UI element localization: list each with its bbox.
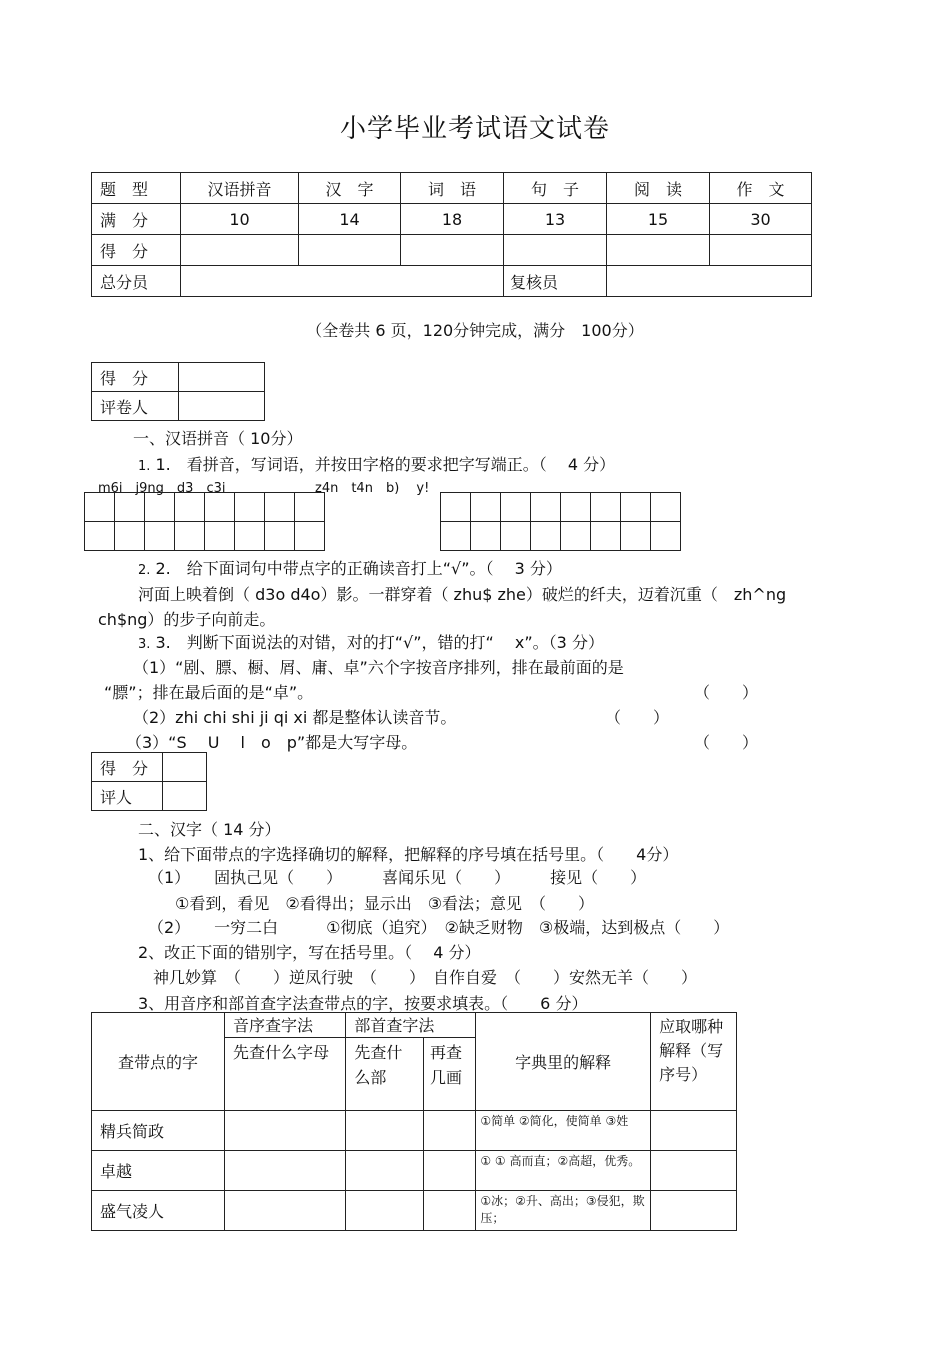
answer-cell[interactable] bbox=[424, 1111, 476, 1151]
got-score-cell[interactable] bbox=[299, 235, 401, 266]
signature-row bbox=[92, 266, 812, 297]
box-grader-cell[interactable] bbox=[179, 392, 265, 421]
full-score-cell: 14 bbox=[299, 204, 401, 235]
text: （ zhu$ zhe）破烂的纤夫，迈着沉重 bbox=[432, 585, 702, 604]
header-cell: 汉语拼音 bbox=[181, 173, 299, 204]
answer-cell[interactable] bbox=[424, 1191, 476, 1231]
review-label-text: 复核员 bbox=[510, 272, 559, 292]
full-score-row bbox=[92, 204, 812, 235]
s1-q2-line2: ch$ng）的步子向前走。 bbox=[98, 610, 276, 629]
answer-paren[interactable]: （ ） bbox=[694, 683, 759, 702]
header-cell: 句 子 bbox=[504, 173, 607, 204]
got-score-cell[interactable] bbox=[401, 235, 504, 266]
col-dict-header: 字典里的解释 bbox=[476, 1013, 651, 1111]
row-word: 精兵简政 bbox=[92, 1111, 225, 1151]
answer-paren[interactable]: （ ） bbox=[694, 733, 759, 752]
got-score-cell[interactable] bbox=[710, 235, 812, 266]
s1-q3 bbox=[138, 630, 604, 653]
header-cell: 汉 字 bbox=[299, 173, 401, 204]
answer-cell[interactable] bbox=[346, 1111, 424, 1151]
col-pinyin-sub: 先查什么字母 bbox=[225, 1038, 346, 1111]
review-label bbox=[504, 266, 607, 297]
col-radical-sub1: 先查什么部 bbox=[346, 1038, 424, 1111]
q-num: 2. bbox=[138, 563, 151, 578]
grader-box-2 bbox=[91, 752, 207, 811]
q-text: 2. 给下面词句中带点字的正确读音打上“√”。（ 3 分） bbox=[155, 559, 562, 578]
total-label: 总分员 bbox=[92, 266, 181, 297]
box-grader-cell[interactable] bbox=[163, 782, 207, 811]
box-score-cell[interactable] bbox=[163, 753, 207, 782]
s2-q1-b: （2） 一穷二白 ①彻底（追究） ②缺乏财物 ③极端，达到极点（ ） bbox=[148, 918, 730, 937]
row-word: 盛气凌人 bbox=[92, 1191, 225, 1231]
answer-cell[interactable] bbox=[424, 1151, 476, 1191]
s2-q1-a: （1） 固执己见（ ） 喜闻乐见（ ） 接见（ ） bbox=[148, 868, 647, 887]
s1-q3-b: （2）zhi chi shi ji qi xi 都是整体认读音节。 bbox=[133, 708, 457, 727]
s1-q3-a2: “膘”；排在最后面的是“卓”。 bbox=[104, 683, 314, 702]
row-dict: ①冰；②升、高出；③侵犯，欺压； bbox=[476, 1191, 651, 1231]
full-score-cell: 18 bbox=[401, 204, 504, 235]
paper-note: （全卷共 6 页，120分钟完成，满分 100分） bbox=[306, 321, 644, 340]
got-score-cell[interactable] bbox=[607, 235, 710, 266]
answer-cell[interactable] bbox=[225, 1191, 346, 1231]
header-cell: 阅 读 bbox=[607, 173, 710, 204]
grader-box-1 bbox=[91, 362, 265, 421]
header-cell: 词 语 bbox=[401, 173, 504, 204]
row-dict: ① ① 高而直；②高超，优秀。 bbox=[476, 1151, 651, 1191]
answer-cell[interactable] bbox=[225, 1111, 346, 1151]
text: 河面上映着倒 bbox=[138, 585, 235, 604]
full-score-cell: 30 bbox=[710, 204, 812, 235]
box-score-label: 得 分 bbox=[92, 363, 179, 392]
text: （ zh^ng bbox=[701, 585, 787, 604]
answer-cell[interactable] bbox=[651, 1111, 737, 1151]
score-table bbox=[91, 172, 812, 297]
col-char-header: 查带点的字 bbox=[92, 1013, 225, 1111]
page-title: 小学毕业考试语文试卷 bbox=[339, 114, 610, 144]
header-cell: 作 文 bbox=[710, 173, 812, 204]
col-pinyin-header: 音序查字法 bbox=[225, 1013, 346, 1038]
q-num: 3. bbox=[138, 637, 151, 652]
got-score-cell[interactable] bbox=[181, 235, 299, 266]
s2-q1-options: ①看到，看见 ②看得出；显示出 ③看法；意见 （ ） bbox=[175, 894, 595, 913]
box-score-cell[interactable] bbox=[179, 363, 265, 392]
q-num: 1. bbox=[138, 459, 151, 474]
full-score-cell: 10 bbox=[181, 204, 299, 235]
s1-q3-c: （3）“S U l o p”都是大写字母。 bbox=[126, 733, 418, 752]
section1-heading: 一、汉语拼音（ 10分） bbox=[133, 429, 303, 448]
answer-cell[interactable] bbox=[346, 1151, 424, 1191]
section2-heading: 二、汉字（ 14 分） bbox=[138, 820, 281, 839]
s2-q3: 3、用音序和部首查字法查带点的字，按要求填表。（ 6 分） bbox=[138, 994, 588, 1013]
answer-paren[interactable]: （ ） bbox=[605, 708, 670, 727]
row-word: 卓越 bbox=[92, 1151, 225, 1191]
full-score-cell: 15 bbox=[607, 204, 710, 235]
s2-q1: 1、给下面带点的字选择确切的解释，把解释的序号填在括号里。（ 4分） bbox=[138, 845, 679, 864]
got-score-row bbox=[92, 235, 812, 266]
s1-q3-a1: （1）“剧、膘、橱、屑、庸、卓”六个字按音序排列，排在最前面的是 bbox=[133, 658, 624, 677]
got-score-cell[interactable] bbox=[504, 235, 607, 266]
answer-cell[interactable] bbox=[225, 1151, 346, 1191]
total-cell[interactable] bbox=[181, 266, 504, 297]
col-choose-header: 应取哪种解释（写序号） bbox=[651, 1013, 737, 1111]
s2-q2: 2、改正下面的错别字，写在括号里。（ 4 分） bbox=[138, 943, 481, 962]
got-score-label: 得 分 bbox=[92, 235, 181, 266]
s1-q2-line1 bbox=[138, 582, 786, 605]
writing-grid-right[interactable] bbox=[440, 492, 681, 551]
s2-q2-items: 神几妙算 （ ）逆凤行驶 （ ） 自作自爱 （ ）安然无羊（ ） bbox=[153, 968, 698, 987]
box-grader-label: 评人 bbox=[92, 782, 163, 811]
header-cell: 题 型 bbox=[92, 173, 181, 204]
full-score-cell: 13 bbox=[504, 204, 607, 235]
col-radical-sub2: 再查几画 bbox=[424, 1038, 476, 1111]
table-row bbox=[92, 1191, 737, 1231]
q-text: 1. 看拼音，写词语，并按田字格的要求把字写端正。（ 4 分） bbox=[155, 455, 616, 474]
answer-cell[interactable] bbox=[346, 1191, 424, 1231]
score-header-row bbox=[92, 173, 812, 204]
answer-cell[interactable] bbox=[651, 1151, 737, 1191]
writing-grid-left[interactable] bbox=[84, 492, 325, 551]
table-row bbox=[92, 1111, 737, 1151]
box-grader-label: 评卷人 bbox=[92, 392, 179, 421]
row-dict: ①简单 ②简化，使简单 ③姓 bbox=[476, 1111, 651, 1151]
pinyin-right: z4n t4n b) y! bbox=[315, 481, 430, 496]
s1-q2 bbox=[138, 556, 562, 579]
box-score-label: 得 分 bbox=[92, 753, 163, 782]
review-cell[interactable] bbox=[607, 266, 812, 297]
q-text: 3. 判断下面说法的对错，对的打“√”，错的打“ x”。（3 分） bbox=[155, 633, 604, 652]
col-radical-header: 部首查字法 bbox=[346, 1013, 476, 1038]
pinyin-left: m6i j9ng d3 c3i bbox=[98, 481, 226, 496]
lookup-table bbox=[91, 1012, 737, 1231]
full-score-label: 满 分 bbox=[92, 204, 181, 235]
answer-cell[interactable] bbox=[651, 1191, 737, 1231]
table-row bbox=[92, 1151, 737, 1191]
text: （ d3o d4o）影。一群穿着 bbox=[234, 585, 433, 604]
s1-q1 bbox=[138, 452, 615, 475]
